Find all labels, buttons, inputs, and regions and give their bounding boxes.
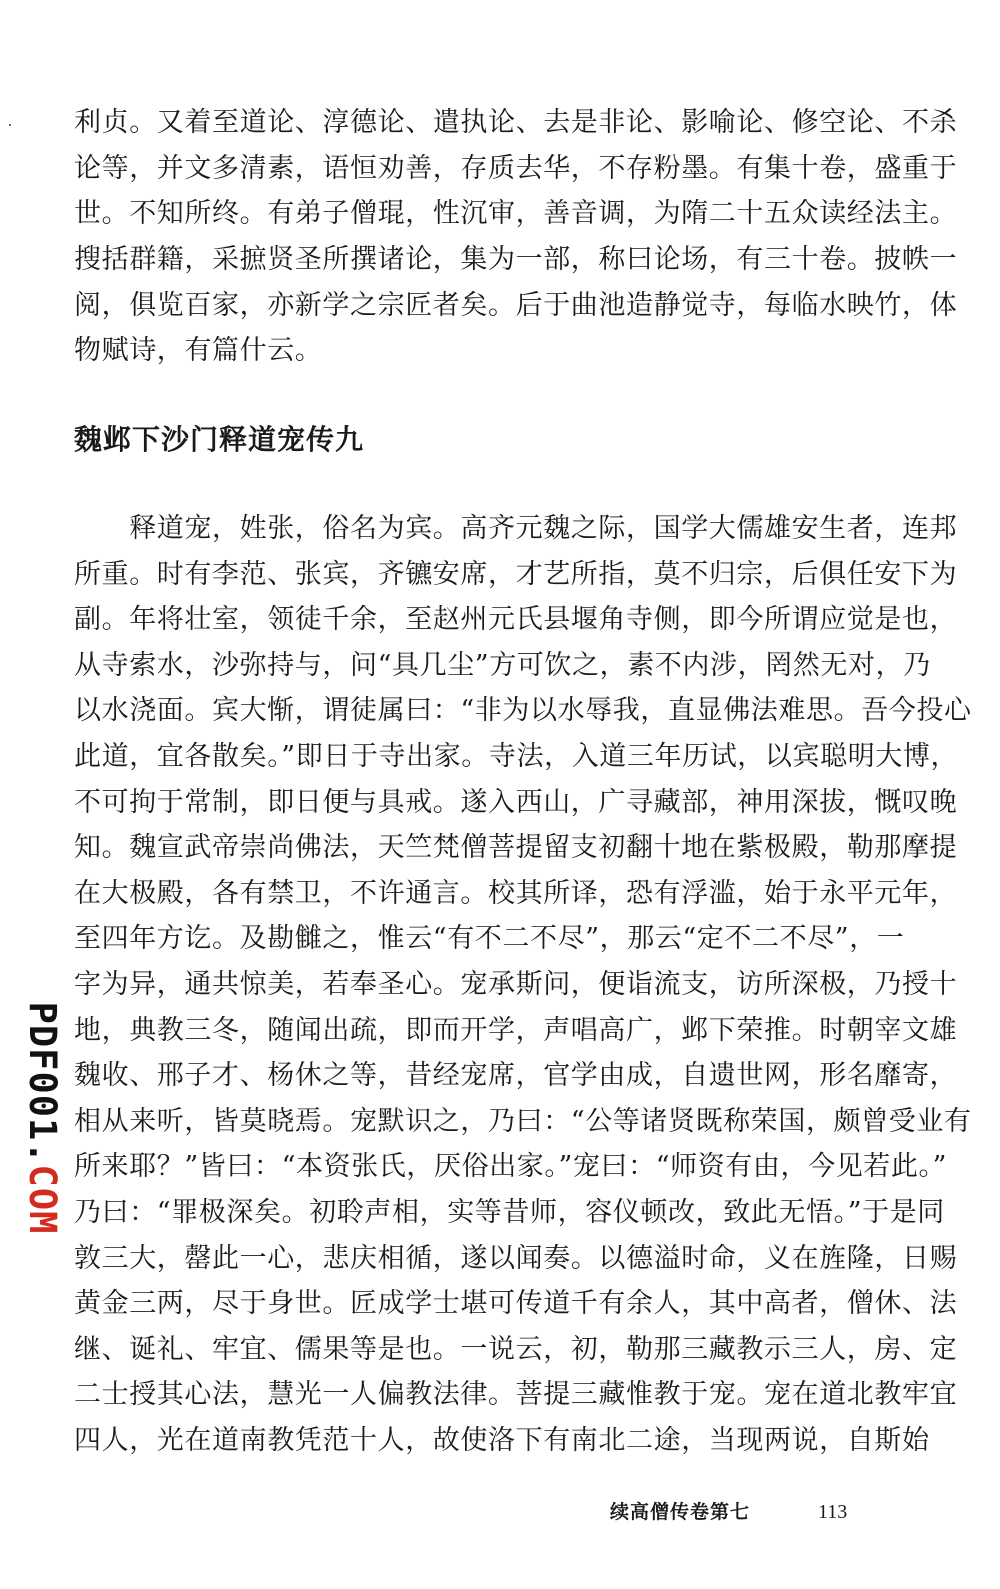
page-number: 113: [818, 1501, 848, 1523]
text-line: 魏收、邢子才、杨休之等，昔经宠席，官学由成，自遗世网，形名靡寄，: [74, 1060, 958, 1092]
text-line: 世。不知所终。有弟子僧琨，性沉审，善音调，为隋二十五众读经法主。: [74, 198, 958, 230]
text-line: 搜括群籍，采摭贤圣所撰诸论，集为一部，称曰论场，有三十卷。披帙一: [74, 244, 958, 276]
text-line: 以水浇面。宾大惭，谓徒属曰：“非为以水辱我，直显佛法难思。吾今投心: [74, 695, 972, 727]
main-paragraph: [74, 506, 972, 1463]
text-line: 利贞。又着至道论、淳德论、遣执论、去是非论、影喻论、修空论、不杀: [74, 107, 958, 138]
text-line: 阅，俱览百家，亦新学之宗匠者矣。后于曲池造静觉寺，每临水映竹，体: [74, 289, 958, 321]
text-line: 不可拘于常制，即日便与具戒。遂入西山，广寻藏部，神用深拔，慨叹晚: [74, 786, 958, 818]
watermark-text-dark: PDF001.: [21, 1001, 64, 1165]
page-footer: [610, 1498, 847, 1526]
text-line: 副。年将壮室，领徒千余，至赵州元氏县堰角寺侧，即今所谓应觉是也，: [74, 604, 958, 636]
watermark-text-red: COM: [21, 1164, 64, 1235]
text-line: 二士授其心法，慧光一人偏教法律。菩提三藏惟教于宠。宠在道北教牢宜: [74, 1379, 958, 1411]
watermark-text: [20, 1002, 64, 1235]
text-line: 物赋诗，有篇什云。: [74, 335, 323, 367]
running-title: 续高僧传卷第七: [610, 1501, 751, 1523]
text-line: 所来耶？”皆曰：“本资张氏，厌俗出家。”宠曰：“师资有由，今见若此。”: [74, 1151, 948, 1183]
intro-paragraph: [74, 100, 958, 374]
text-line: 继、诞礼、牢宜、儒果等是也。一说云，初，勒那三藏教示三人，房、定: [74, 1333, 958, 1365]
scan-edge-mark: [9, 124, 11, 126]
text-line: 字为异，通共惊美，若奉圣心。宠承斯问，便诣流支，访所深极，乃授十: [74, 968, 958, 1000]
text-line: 敦三大，罄此一心，悲庆相循，遂以闻奏。以德溢时命，义在旌隆，日赐: [74, 1242, 958, 1274]
section-heading: 魏邺下沙门释道宠传九: [74, 423, 365, 456]
text-line: 在大极殿，各有禁卫，不许通言。校其所译，恐有浮滥，始于永平元年，: [74, 877, 958, 909]
text-line: 地，典教三冬，随闻出疏，即而开学，声唱高广，邺下荣推。时朝宰文雄: [74, 1014, 958, 1046]
text-line: 所重。时有李范、张宾，齐镳安席，才艺所指，莫不归宗，后俱任安下为: [74, 558, 958, 590]
watermark: [14, 996, 70, 1240]
text-line: 知。魏宣武帝崇尚佛法，天竺梵僧菩提留支初翻十地在紫极殿，勒那摩提: [74, 832, 958, 864]
text-line: 此道，宜各散矣。”即日于寺出家。寺法，入道三年历试，以宾聪明大博，: [74, 740, 959, 772]
text-line: 至四年方讫。及勘雠之，惟云“有不二不尽”，那云“定不二不尽”，一: [74, 923, 905, 955]
text-line: 相从来听，皆莫晓焉。宠默识之，乃曰：“公等诸贤既称荣国，颇曾受业有: [74, 1105, 972, 1137]
text-line: 论等，并文多清素，语恒劝善，存质去华，不存粉墨。有集十卷，盛重于: [74, 152, 958, 184]
text-line: 从寺索水，沙弥持与，问“具几尘”方可饮之，素不内涉，罔然无对，乃: [74, 649, 931, 681]
text-line: 黄金三两，尽于身世。匠成学士堪可传道千有余人，其中高者，僧休、法: [74, 1288, 958, 1320]
text-line: 四人，光在道南教凭范十人，故使洛下有南北二途，当现两说，自斯始: [74, 1424, 930, 1456]
text-line: 释道宠，姓张，俗名为宾。高齐元魏之际，国学大儒雄安生者，连邦: [74, 513, 958, 544]
text-line: 乃曰：“罪极深矣。初聆声相，实等昔师，容仪顿改，致此无悟。”于是同: [74, 1196, 945, 1228]
